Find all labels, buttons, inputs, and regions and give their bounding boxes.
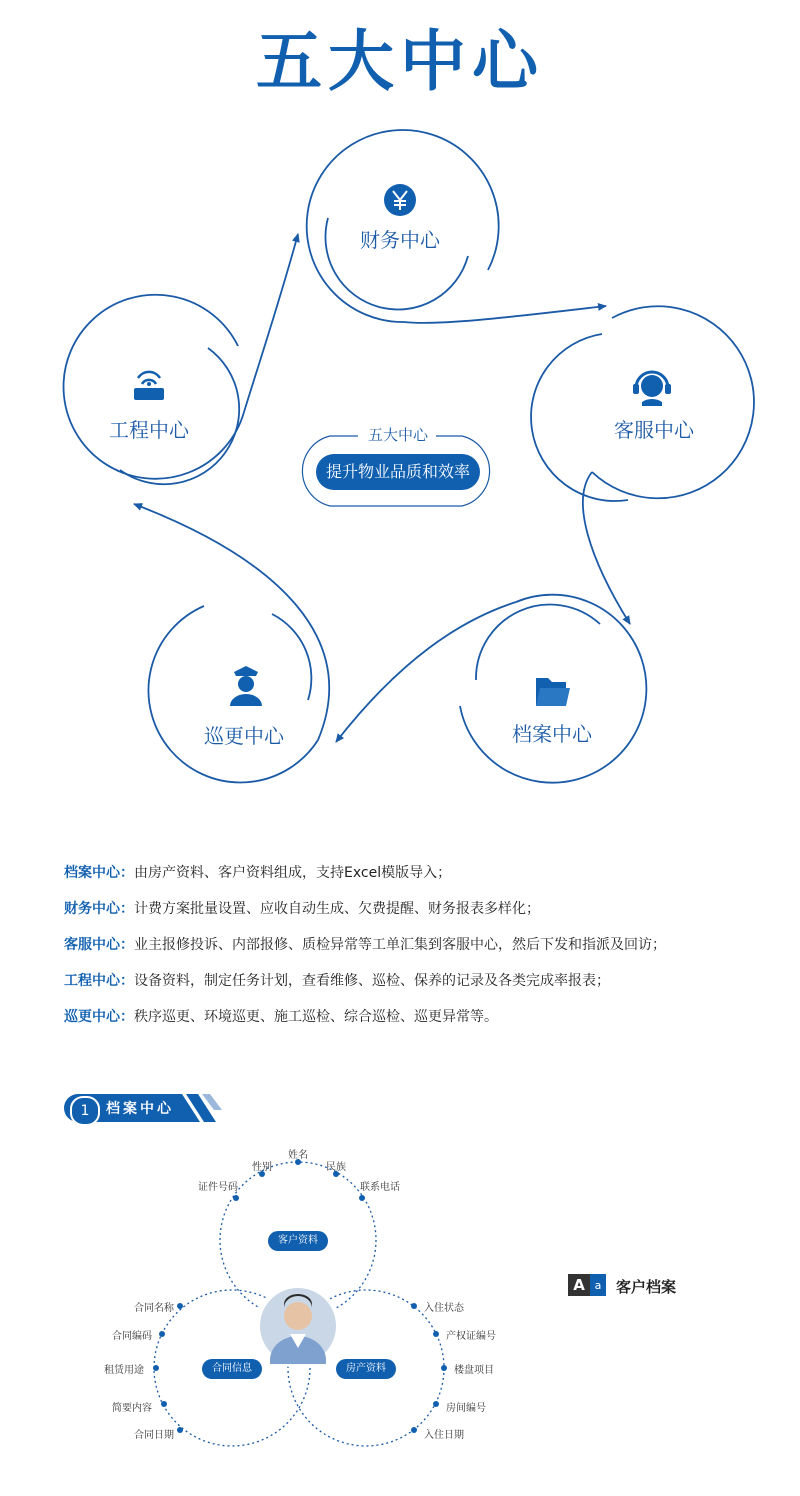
arrow-engineering-finance	[244, 234, 298, 412]
yen-icon	[384, 184, 416, 216]
service-ring	[592, 306, 754, 498]
desc-service: 客服中心：业主报修投诉、内部报修、质检异常等工单汇集到客服中心，然后下发和指派及回访；	[64, 937, 666, 953]
customer-pill: 客户资料	[268, 1231, 328, 1251]
field-contract-date: 合同日期	[134, 1430, 174, 1441]
desc-archive: 档案中心：由房产资料、客户资料组成，支持Excel模版导入；	[64, 865, 452, 881]
engineering-center-label: 工程中心	[109, 418, 189, 442]
engineering-ring	[64, 295, 244, 479]
center-heading: 五大中心	[367, 426, 428, 444]
field-project: 楼盘项目	[454, 1365, 494, 1376]
page-title: 五大中心	[256, 23, 544, 100]
field-cert-number: 产权证编号	[446, 1331, 496, 1342]
field-phone: 联系电话	[360, 1182, 400, 1193]
field-brief: 简要内容	[112, 1403, 152, 1414]
section-title: 档案中心	[106, 1101, 174, 1117]
desc-engineering: 工程中心：设备资料，制定任务计划，查看维修、巡检、保养的记录及各类完成率报表；	[64, 973, 610, 989]
field-lease-use: 租赁用途	[104, 1365, 144, 1376]
arrow-service-archive	[583, 472, 630, 624]
patrol-center-label: 巡更中心	[204, 724, 284, 748]
service-center-label: 客服中心	[614, 418, 694, 442]
contract-pill: 合同信息	[202, 1359, 262, 1379]
headset-icon	[633, 372, 671, 406]
arrow-finance-service	[404, 306, 606, 323]
guard-icon	[230, 666, 262, 706]
field-room-number: 房间编号	[446, 1403, 486, 1414]
field-contract-name: 合同名称	[134, 1303, 174, 1314]
field-id-number: 证件号码	[198, 1182, 238, 1193]
field-name: 姓名	[288, 1150, 308, 1161]
router-icon	[134, 372, 164, 400]
folder-icon	[536, 678, 570, 706]
venn-diagram	[0, 1130, 560, 1470]
field-contract-code: 合同编码	[112, 1331, 152, 1342]
field-occupancy: 入住状态	[424, 1303, 464, 1314]
field-move-in-date: 入住日期	[424, 1430, 464, 1441]
archive-inner-arc	[476, 605, 600, 680]
field-ethnicity: 民族	[326, 1162, 346, 1173]
property-pill: 房产资料	[336, 1359, 396, 1379]
patrol-ring	[148, 606, 318, 782]
field-gender: 性别	[252, 1162, 272, 1173]
person-photo	[258, 1286, 338, 1366]
section-number: 1	[70, 1096, 100, 1126]
center-pill: 提升物业品质和效率	[316, 454, 480, 490]
desc-patrol: 巡更中心：秩序巡更、环境巡更、施工巡检、综合巡检、巡更异常等。	[64, 1009, 498, 1025]
desc-finance: 财务中心：计费方案批量设置、应收自动生成、欠费提醒、财务报表多样化；	[64, 901, 540, 917]
font-badge-big: A	[568, 1274, 590, 1296]
customer-archive-label: 客户档案	[616, 1278, 677, 1296]
archive-center-label: 档案中心	[512, 722, 592, 746]
font-badge-small: a	[590, 1274, 606, 1296]
finance-center-label: 财务中心	[360, 228, 440, 252]
patrol-inner-arc	[272, 614, 311, 700]
